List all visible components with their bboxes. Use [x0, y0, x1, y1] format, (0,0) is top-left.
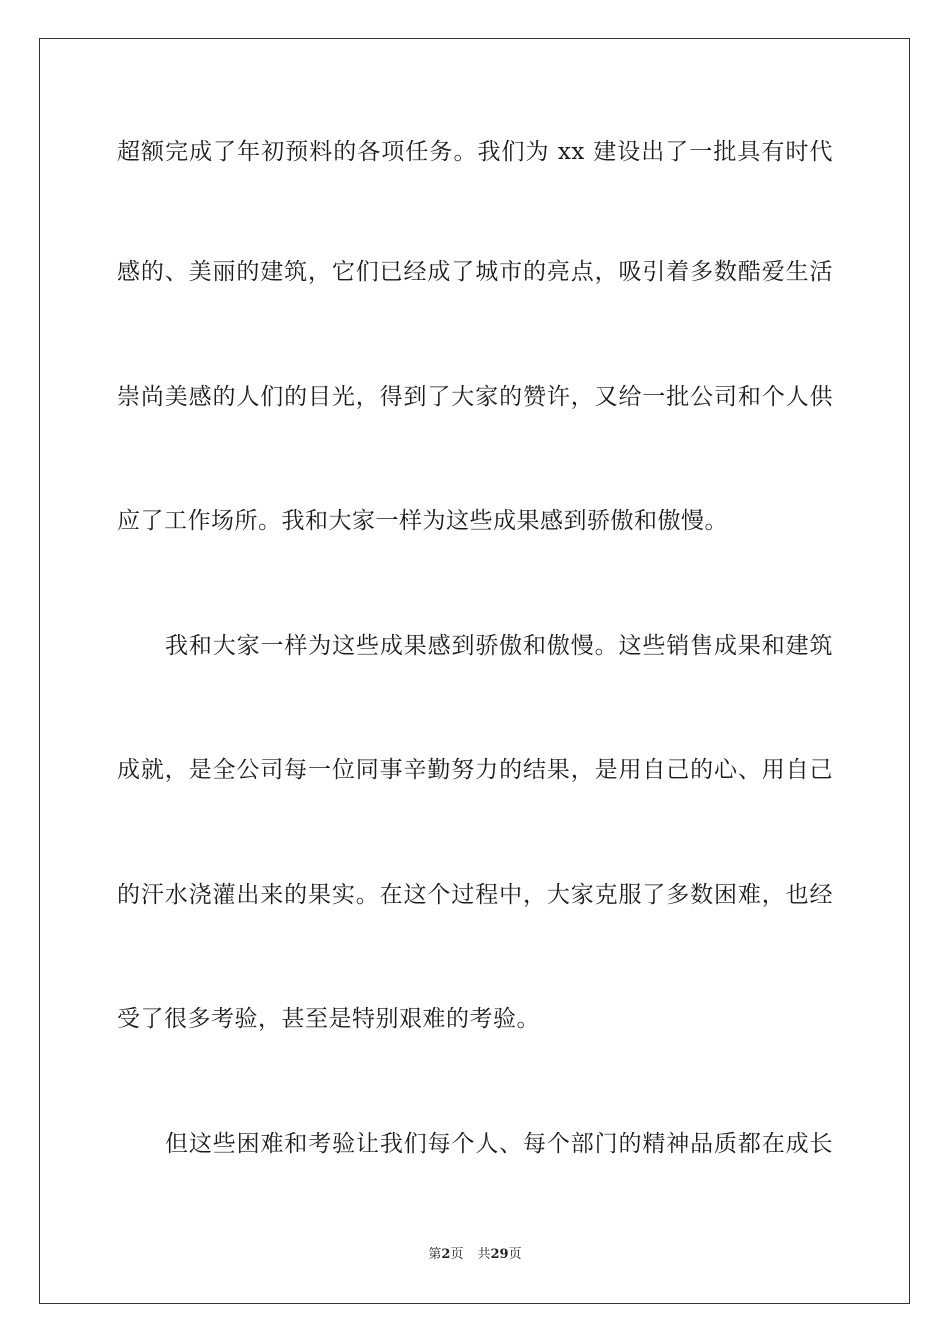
total-pages: 29	[490, 1247, 509, 1262]
paragraph-line: 成就，是全公司每一位同事辛勤努力的结果，是用自己的心、用自己	[117, 757, 833, 783]
total-suffix: 页	[508, 1247, 522, 1262]
paragraph-line: 受了很多考验，甚至是特别艰难的考验。	[117, 1006, 540, 1032]
page-number: 2	[441, 1247, 451, 1262]
page-prefix: 第	[428, 1247, 442, 1262]
page-border	[39, 38, 910, 1304]
paragraph-line: 超额完成了年初预料的各项任务。我们为 xx 建设出了一批具有时代	[117, 139, 833, 165]
paragraph-line: 感的、美丽的建筑，它们已经成了城市的亮点，吸引着多数酷爱生活	[117, 259, 833, 285]
page-footer	[0, 1246, 950, 1264]
paragraph-line: 应了工作场所。我和大家一样为这些成果感到骄傲和傲慢。	[117, 508, 728, 534]
paragraph-line: 崇尚美感的人们的目光，得到了大家的赞许，又给一批公司和个人供	[117, 384, 833, 410]
paragraph-line: 的汗水浇灌出来的果实。在这个过程中，大家克服了多数困难，也经	[117, 882, 833, 908]
paragraph-line: 我和大家一样为这些成果感到骄傲和傲慢。这些销售成果和建筑	[165, 633, 833, 659]
paragraph-line: 但这些困难和考验让我们每个人、每个部门的精神品质都在成长	[165, 1131, 833, 1157]
page-suffix: 页	[450, 1247, 464, 1262]
total-prefix: 共	[477, 1247, 491, 1262]
